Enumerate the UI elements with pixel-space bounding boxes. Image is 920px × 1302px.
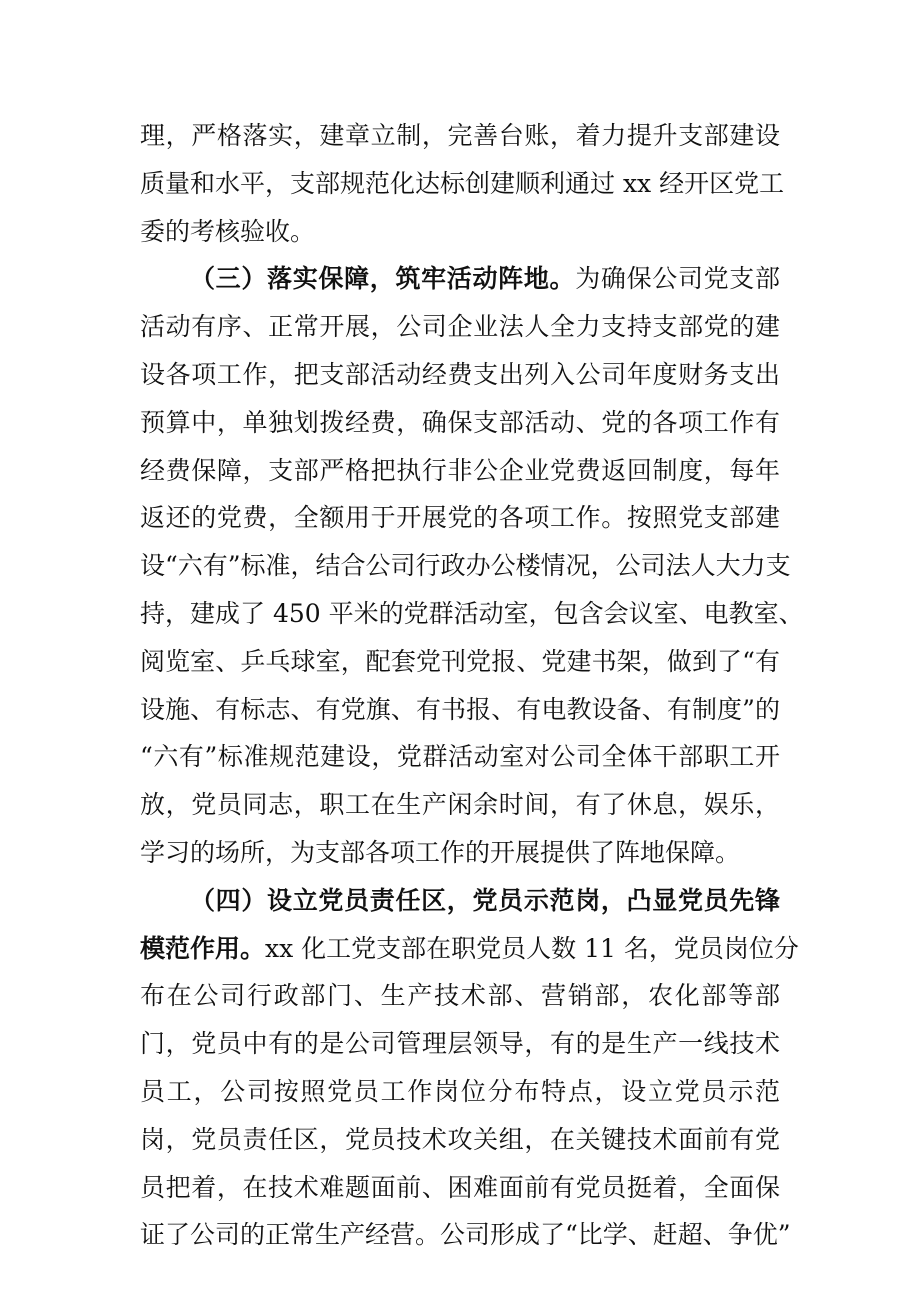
section-heading-4-line-1: （四）设立党员责任区，党员示范岗，凸显党员先锋 <box>190 885 780 915</box>
text-line-20: 门，党员中有的是公司管理层领导，有的是生产一线技术 <box>140 1029 780 1059</box>
text-line-16: 学习的场所，为支部各项工作的开展提供了阵地保障。 <box>140 837 741 867</box>
text-line-11: 持，建成了 450 平米的党群活动室，包含会议室、电教室、 <box>140 598 804 628</box>
text-line-14: “六有”标准规范建设，党群活动室对公司全体干部职工开 <box>140 742 780 772</box>
text-line-5: 活动有序、正常开展，公司企业法人全力支持支部党的建 <box>140 312 780 342</box>
text-line-15: 放，党员同志，职工在生产闲余时间，有了休息，娱乐， <box>140 790 780 820</box>
paragraph-4-second-line <box>140 925 799 973</box>
text-line-12: 阅览室、乒乓球室，配套党刊党报、党建书架，做到了“有 <box>140 646 780 676</box>
text-line-3: 委的考核验收。 <box>140 216 316 246</box>
text-line-23: 员把着，在技术难题面前、困难面前有党员挺着，全面保 <box>140 1172 780 1202</box>
text-line-21: 员工，公司按照党员工作岗位分布特点，设立党员示范 <box>140 1076 780 1106</box>
paragraph-3-first-line <box>140 255 780 303</box>
text-line-24: 证了公司的正常生产经营。公司形成了“比学、赶超、争优” <box>140 1220 791 1250</box>
text-line-2: 质量和水平，支部规范化达标创建顺利通过 xx 经开区党工 <box>140 168 785 198</box>
text-line-1: 理，严格落实，建章立制，完善台账，着力提升支部建设 <box>140 121 780 150</box>
text-line-13: 设施、有标志、有党旗、有书报、有电教设备、有制度”的 <box>140 694 780 724</box>
text-line-9: 返还的党费，全额用于开展党的各项工作。按照党支部建 <box>140 503 780 533</box>
text-line-22: 岗，党员责任区，党员技术攻关组，在关键技术面前有党 <box>140 1124 780 1154</box>
text-line-10: 设“六有”标准，结合公司行政办公楼情况，公司法人大力支 <box>140 551 791 581</box>
section-heading-3: （三）落实保障，筑牢活动阵地。 <box>190 264 576 294</box>
section-3-text-start: 为确保公司党支部 <box>575 264 780 294</box>
text-line-8: 经费保障，支部严格把执行非公企业党费返回制度，每年 <box>140 455 780 485</box>
text-line-19: 布在公司行政部门、生产技术部、营销部，农化部等部 <box>140 981 780 1011</box>
document-page <box>140 112 804 1259</box>
section-4-text-start: xx 化工党支部在职党员人数 11 名，党员岗位分 <box>265 933 799 963</box>
section-heading-4-line-2: 模范作用。 <box>140 933 266 963</box>
text-line-7: 预算中，单独划拨经费，确保支部活动、党的各项工作有 <box>140 407 780 437</box>
text-line-6: 设各项工作，把支部活动经费支出列入公司年度财务支出 <box>140 359 780 389</box>
